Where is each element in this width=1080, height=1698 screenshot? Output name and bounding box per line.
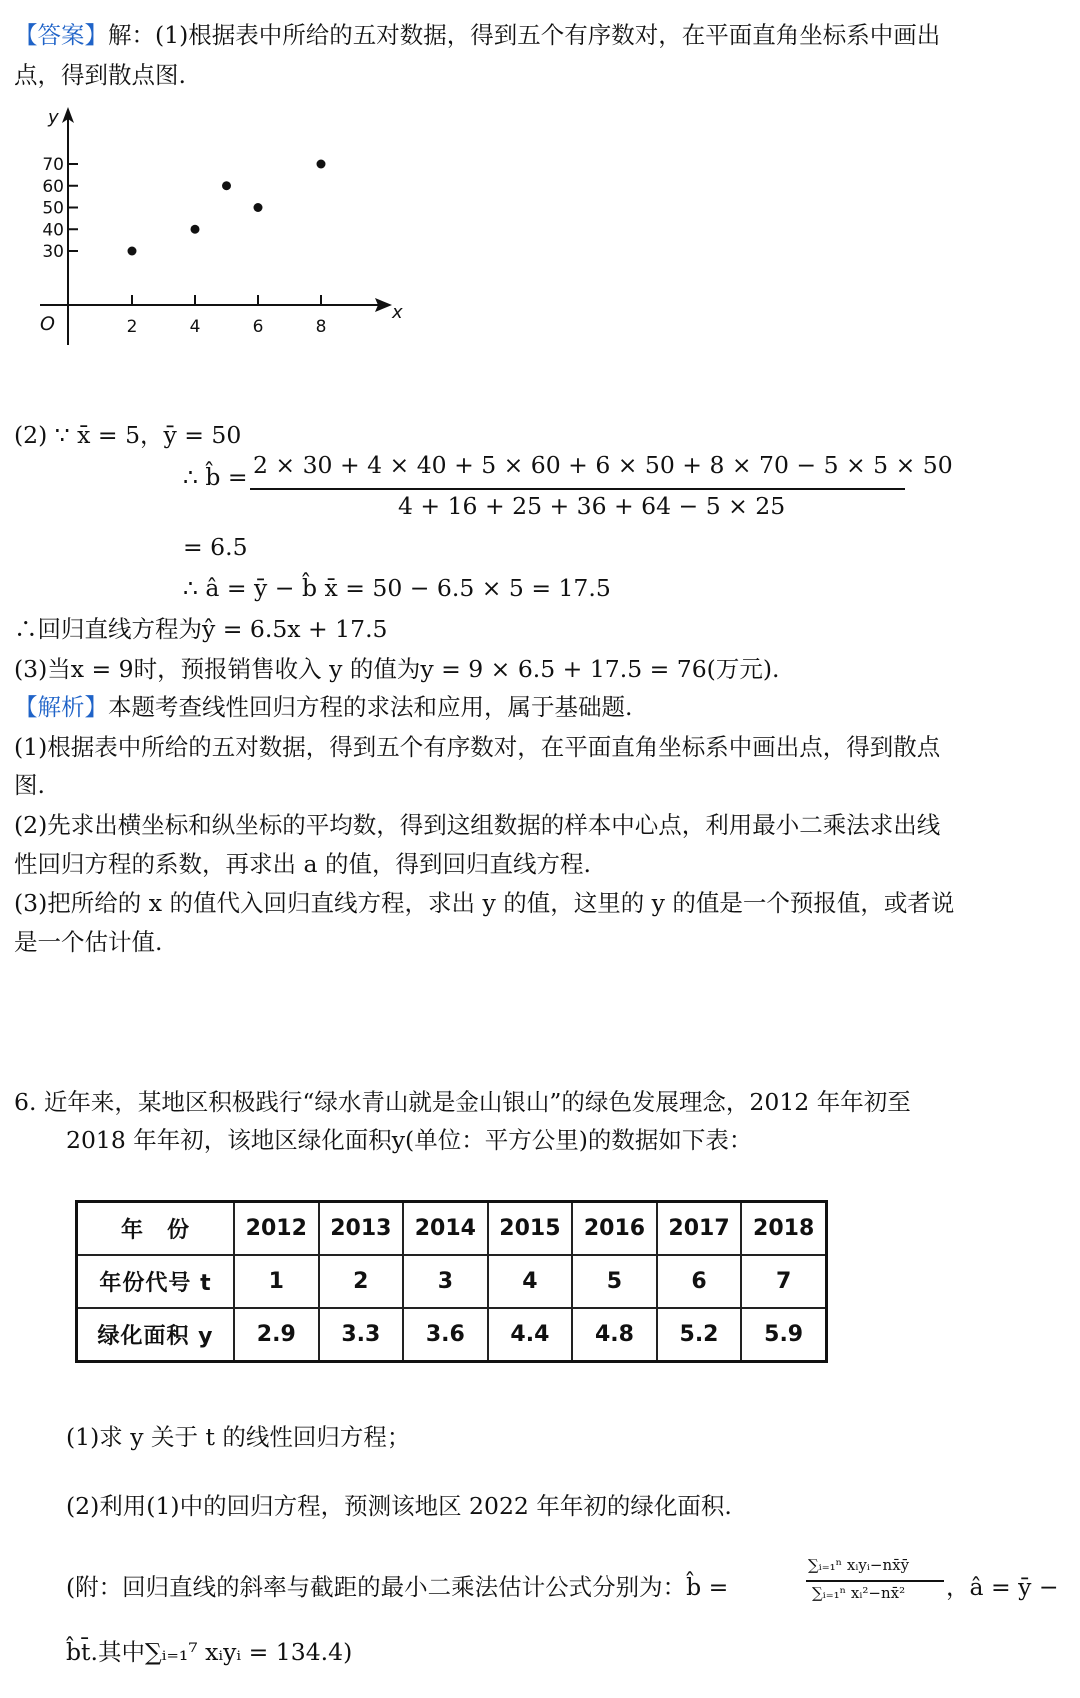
analysis-p3-line1: (3)把所给的 x 的值代入回归直线方程，求出 y 的值，这里的 y 的值是一个预报值，或者说 xyxy=(14,889,955,917)
scatter-point xyxy=(317,160,326,169)
table-cell: 2014 xyxy=(403,1202,488,1256)
chart-points xyxy=(128,160,326,256)
table-row-area xyxy=(77,1308,827,1362)
question6-line2: 2018 年年初，该地区绿化面积y(单位：平方公里)的数据如下表： xyxy=(66,1126,753,1154)
greening-area-table xyxy=(75,1200,828,1363)
table-cell: 2017 xyxy=(657,1202,742,1256)
part2-intro: (2) ∵ x̄ = 5，ȳ = 50 xyxy=(14,421,242,449)
table-row-year xyxy=(77,1202,827,1256)
y-tick-label: 50 xyxy=(42,198,64,219)
note-suffix: ，â = ȳ − xyxy=(946,1573,1059,1601)
chart-ticks xyxy=(42,155,326,337)
scatter-point xyxy=(222,181,231,190)
table-cell: 6 xyxy=(657,1255,742,1308)
x-tick-label: 4 xyxy=(189,317,201,337)
question6-part1: (1)求 y 关于 t 的线性回归方程； xyxy=(66,1423,411,1451)
answer-line-2: 点，得到散点图. xyxy=(14,61,186,89)
table-cell: 2018 xyxy=(741,1202,826,1256)
table-cell: 5.2 xyxy=(657,1308,742,1362)
table-cell: 3.3 xyxy=(319,1308,404,1362)
scatter-point xyxy=(128,247,137,256)
table-header-code: 年份代号 t xyxy=(77,1255,235,1308)
table-cell: 2016 xyxy=(572,1202,657,1256)
table-row-code xyxy=(77,1255,827,1308)
fraction-bar xyxy=(250,488,905,490)
y-tick-label: 60 xyxy=(42,176,64,197)
part3-line: (3)当x = 9时，预报销售收入 y 的值为y = 9 × 6.5 + 17.5 = 76(万元). xyxy=(14,655,780,683)
analysis-tag: 【解析】 xyxy=(14,693,108,721)
table-cell: 5 xyxy=(572,1255,657,1308)
analysis-intro-line xyxy=(14,688,632,722)
table-cell: 4.4 xyxy=(488,1308,573,1362)
origin-label: O xyxy=(40,313,55,335)
note-fraction-numerator: ∑ᵢ₌₁ⁿ xᵢyᵢ−nx̄ȳ xyxy=(808,1556,910,1574)
y-tick-label: 40 xyxy=(42,220,64,241)
b-hat-value: = 6.5 xyxy=(183,533,248,561)
scatter-point xyxy=(191,225,200,234)
table-cell: 2013 xyxy=(319,1202,404,1256)
x-tick-label: 2 xyxy=(126,317,138,337)
table-cell: 3.6 xyxy=(403,1308,488,1362)
analysis-p2-line2: 性回归方程的系数，再求出 a 的值，得到回归直线方程. xyxy=(14,850,591,878)
analysis-p1-line1: (1)根据表中所给的五对数据，得到五个有序数对，在平面直角坐标系中画出点，得到散点 xyxy=(14,733,941,761)
x-axis-label: x xyxy=(392,302,403,323)
b-hat-prefix: ∴ b̂ = xyxy=(183,463,248,491)
note-prefix: (附：回归直线的斜率与截距的最小二乘法估计公式分别为：b̂ = xyxy=(66,1573,729,1601)
analysis-intro: 本题考查线性回归方程的求法和应用，属于基础题. xyxy=(108,693,633,721)
answer-text-1: 解：(1)根据表中所给的五对数据，得到五个有序数对，在平面直角坐标系中画出 xyxy=(108,21,941,49)
question6-part2: (2)利用(1)中的回归方程，预测该地区 2022 年年初的绿化面积. xyxy=(66,1492,732,1520)
fraction-denominator: 4 + 16 + 25 + 36 + 64 − 5 × 25 xyxy=(398,492,786,520)
note-fraction-bar xyxy=(806,1580,944,1582)
table-cell: 2 xyxy=(319,1255,404,1308)
table-cell: 5.9 xyxy=(741,1308,826,1362)
note-fraction-denominator: ∑ᵢ₌₁ⁿ xᵢ²−nx̄² xyxy=(812,1584,906,1602)
question6-line1: 6. 近年来，某地区积极践行“绿水青山就是金山银山”的绿色发展理念，2012 年年初至 xyxy=(14,1088,911,1116)
y-axis-label: y xyxy=(48,107,59,128)
table-cell: 3 xyxy=(403,1255,488,1308)
table-header-area: 绿化面积 y xyxy=(77,1308,235,1362)
note-line2: b̂t̄.其中∑ᵢ₌₁⁷ xᵢyᵢ = 134.4) xyxy=(66,1638,353,1666)
scatter-plot xyxy=(20,105,440,390)
y-tick-label: 70 xyxy=(42,155,64,175)
regression-equation: ∴回归直线方程为ŷ = 6.5x + 17.5 xyxy=(14,615,388,643)
table-cell: 7 xyxy=(741,1255,826,1308)
table-cell: 2015 xyxy=(488,1202,573,1256)
analysis-p2-line1: (2)先求出横坐标和纵坐标的平均数，得到这组数据的样本中心点，利用最小二乘法求出线 xyxy=(14,811,941,839)
chart-axes xyxy=(40,107,403,345)
analysis-p1-line2: 图. xyxy=(14,771,45,799)
table-header-year: 年 份 xyxy=(77,1202,235,1256)
table-cell: 4 xyxy=(488,1255,573,1308)
x-tick-label: 8 xyxy=(315,317,327,337)
analysis-p3-line2: 是一个估计值. xyxy=(14,928,163,956)
table-cell: 1 xyxy=(234,1255,319,1308)
table-cell: 4.8 xyxy=(572,1308,657,1362)
answer-line-1 xyxy=(14,16,940,50)
answer-tag: 【答案】 xyxy=(14,21,108,49)
scatter-point xyxy=(254,203,263,212)
fraction-numerator: 2 × 30 + 4 × 40 + 5 × 60 + 6 × 50 + 8 × 70 − 5 × 5 × 50 xyxy=(253,451,953,479)
table-cell: 2012 xyxy=(234,1202,319,1256)
x-tick-label: 6 xyxy=(252,317,264,337)
table-cell: 2.9 xyxy=(234,1308,319,1362)
a-hat-line: ∴ â = ȳ − b̂ x̄ = 50 − 6.5 × 5 = 17.5 xyxy=(183,574,611,602)
y-tick-label: 30 xyxy=(42,242,64,262)
